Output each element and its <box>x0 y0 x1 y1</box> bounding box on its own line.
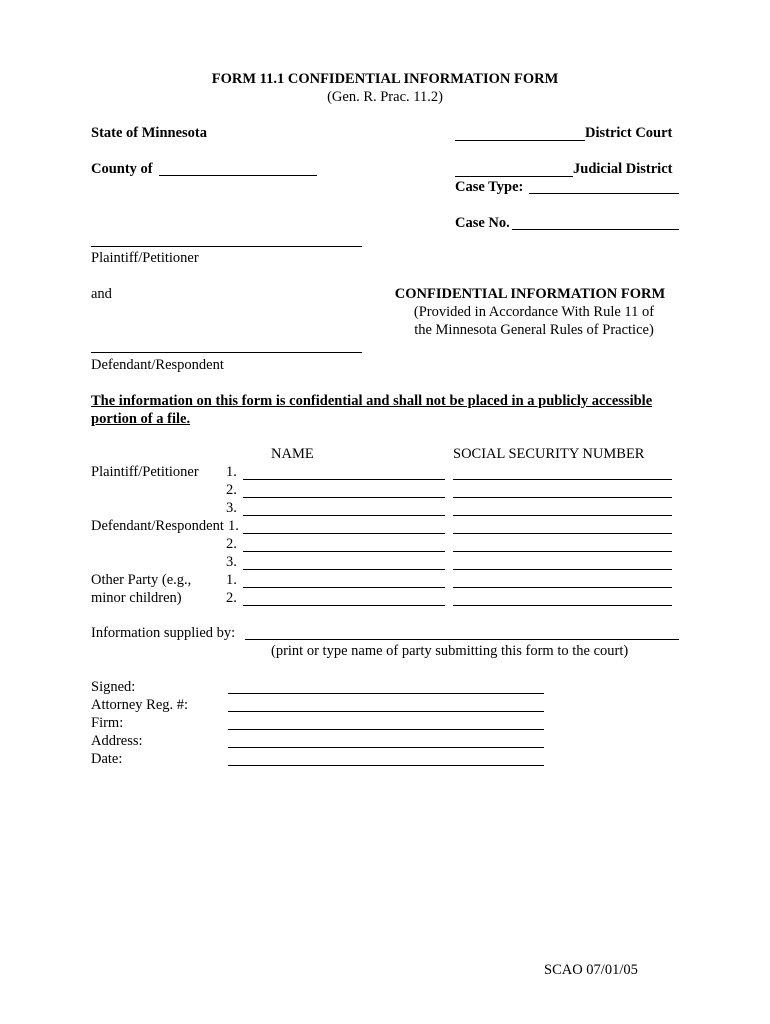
firm-input[interactable] <box>228 713 544 730</box>
other-2-ssn-input[interactable] <box>453 589 672 606</box>
date-label: Date: <box>91 751 123 767</box>
county-label: County of <box>91 161 153 177</box>
row-number: 2. <box>226 536 237 552</box>
defendant-group-label: Defendant/Respondent <box>91 518 224 534</box>
signed-input[interactable] <box>228 677 544 694</box>
confidential-notice-line2: portion of a file. <box>91 411 191 427</box>
plaintiff-3-name-input[interactable] <box>243 499 445 516</box>
county-input[interactable] <box>159 159 317 176</box>
defendant-1-name-input[interactable] <box>243 517 445 534</box>
plaintiff-2-name-input[interactable] <box>243 481 445 498</box>
other-1-name-input[interactable] <box>243 571 445 588</box>
other-1-ssn-input[interactable] <box>453 571 672 588</box>
row-number: 3. <box>226 554 237 570</box>
row-number: 1. <box>226 572 237 588</box>
case-type-input[interactable] <box>529 177 679 194</box>
district-court-label: District Court <box>585 125 673 141</box>
row-number: 1. <box>226 464 237 480</box>
case-no-input[interactable] <box>512 213 679 230</box>
row-number: 2. <box>226 590 237 606</box>
ssn-column-header: SOCIAL SECURITY NUMBER <box>453 446 645 462</box>
name-column-header: NAME <box>271 446 314 462</box>
defendant-caption-label: Defendant/Respondent <box>91 357 224 373</box>
form-subtitle: (Gen. R. Prac. 11.2) <box>327 89 443 105</box>
district-court-input[interactable] <box>455 124 585 141</box>
address-label: Address: <box>91 733 143 749</box>
plaintiff-group-label: Plaintiff/Petitioner <box>91 464 199 480</box>
judicial-district-input[interactable] <box>455 160 573 177</box>
other-party-label-cont: minor children) <box>91 590 182 606</box>
plaintiff-2-ssn-input[interactable] <box>453 481 672 498</box>
case-no-label: Case No. <box>455 215 510 231</box>
plaintiff-1-ssn-input[interactable] <box>453 463 672 480</box>
row-number: 1. <box>228 518 239 534</box>
other-party-label: Other Party (e.g., <box>91 572 192 588</box>
confidential-form-line1: (Provided in Accordance With Rule 11 of <box>413 304 655 320</box>
supplied-by-note: (print or type name of party submitting this form to the court) <box>271 643 629 659</box>
confidential-form-title: CONFIDENTIAL INFORMATION FORM <box>394 286 666 302</box>
state-label: State of Minnesota <box>91 125 207 141</box>
defendant-2-name-input[interactable] <box>243 535 445 552</box>
defendant-2-ssn-input[interactable] <box>453 535 672 552</box>
plaintiff-name-input[interactable] <box>91 230 362 247</box>
defendant-3-name-input[interactable] <box>243 553 445 570</box>
attorney-reg-input[interactable] <box>228 695 544 712</box>
supplied-by-label: Information supplied by: <box>91 625 236 641</box>
plaintiff-3-ssn-input[interactable] <box>453 499 672 516</box>
confidential-notice-line1: The information on this form is confidential and shall not be placed in a publicly accessible <box>91 393 653 409</box>
judicial-district-label: Judicial District <box>573 161 673 177</box>
supplied-by-input[interactable] <box>245 623 679 640</box>
attorney-reg-label: Attorney Reg. #: <box>91 697 189 713</box>
confidential-form-line2: the Minnesota General Rules of Practice) <box>414 322 654 338</box>
plaintiff-caption-label: Plaintiff/Petitioner <box>91 250 199 266</box>
form-code: SCAO 07/01/05 <box>544 962 638 978</box>
and-label: and <box>91 286 112 302</box>
firm-label: Firm: <box>91 715 124 731</box>
defendant-1-ssn-input[interactable] <box>453 517 672 534</box>
form-title: FORM 11.1 CONFIDENTIAL INFORMATION FORM <box>211 71 559 87</box>
row-number: 3. <box>226 500 237 516</box>
other-2-name-input[interactable] <box>243 589 445 606</box>
date-input[interactable] <box>228 749 544 766</box>
signed-label: Signed: <box>91 679 136 695</box>
case-type-label: Case Type: <box>455 179 524 195</box>
address-input[interactable] <box>228 731 544 748</box>
row-number: 2. <box>226 482 237 498</box>
defendant-3-ssn-input[interactable] <box>453 553 672 570</box>
plaintiff-1-name-input[interactable] <box>243 463 445 480</box>
defendant-name-input[interactable] <box>91 336 362 353</box>
